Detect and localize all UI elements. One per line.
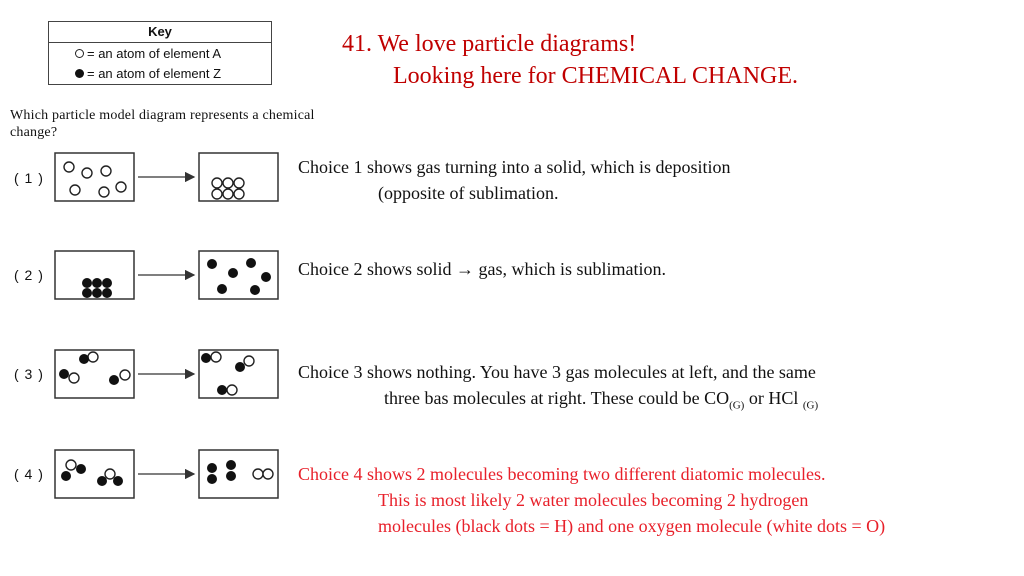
choice-4-explanation bbox=[298, 461, 885, 539]
black-atom-icon bbox=[246, 258, 256, 268]
title-line-1: 41. We love particle diagrams! bbox=[342, 31, 637, 57]
black-atom-icon bbox=[92, 278, 102, 288]
particle-diagrams bbox=[0, 0, 300, 576]
black-atom-icon bbox=[82, 288, 92, 298]
white-atom-icon bbox=[227, 385, 237, 395]
black-atom-icon bbox=[261, 272, 271, 282]
white-atom-icon bbox=[101, 166, 111, 176]
choice-1-label: ( 1 ) bbox=[14, 170, 44, 186]
choice-3-text-b: or HCl bbox=[744, 388, 803, 408]
choice-3-text-a: three bas molecules at right. These could be CO bbox=[384, 388, 730, 408]
white-atom-icon bbox=[244, 356, 254, 366]
choice-3-explanation bbox=[298, 359, 818, 419]
choice-4-explanation-line-3: molecules (black dots = H) and one oxygen molecule (white dots = O) bbox=[378, 516, 886, 536]
choice-3-label: ( 3 ) bbox=[14, 366, 44, 382]
white-atom-icon bbox=[223, 178, 233, 188]
black-atom-icon bbox=[226, 460, 236, 470]
choice-1-explanation bbox=[298, 154, 730, 206]
black-atom-icon bbox=[102, 288, 112, 298]
choice-3-explanation-line-1: Choice 3 shows nothing. You have 3 gas molecules at left, and the same bbox=[298, 362, 816, 382]
choice-4-label: ( 4 ) bbox=[14, 466, 44, 482]
black-atom-icon bbox=[82, 278, 92, 288]
question-text: Which particle model diagram represents a chemical change? bbox=[10, 108, 315, 140]
choice-4-explanation-line-1: Choice 4 shows 2 molecules becoming two different diatomic molecules. bbox=[298, 464, 826, 484]
choice-3-subscript-2: (G) bbox=[802, 399, 819, 412]
white-atom-icon bbox=[69, 373, 79, 383]
title-line-2: Looking here for CHEMICAL CHANGE. bbox=[393, 63, 799, 89]
black-atom-icon bbox=[207, 259, 217, 269]
black-atom-icon bbox=[217, 284, 227, 294]
black-atom-icon bbox=[61, 471, 71, 481]
black-atom-icon bbox=[59, 369, 69, 379]
white-atom-icon bbox=[120, 370, 130, 380]
key-row-a-label: = an atom of element A bbox=[87, 45, 222, 61]
black-atom-icon bbox=[109, 375, 119, 385]
choice-2-label: ( 2 ) bbox=[14, 267, 44, 283]
white-atom-icon bbox=[234, 178, 244, 188]
white-atom-icon bbox=[116, 182, 126, 192]
white-atom-icon bbox=[212, 178, 222, 188]
black-atom-icon bbox=[97, 476, 107, 486]
black-atom-icon bbox=[250, 285, 260, 295]
slide-title bbox=[342, 28, 798, 92]
black-atom-icon bbox=[226, 471, 236, 481]
choice-1-before-box bbox=[55, 153, 134, 201]
black-atom-icon bbox=[207, 463, 217, 473]
black-atom-icon bbox=[228, 268, 238, 278]
white-atom-icon bbox=[105, 469, 115, 479]
choice-2-explanation bbox=[298, 256, 666, 282]
black-atom-icon bbox=[217, 385, 227, 395]
black-atom-icon bbox=[79, 354, 89, 364]
choice-3-explanation-line-2 bbox=[298, 385, 818, 419]
black-atom-icon bbox=[92, 288, 102, 298]
white-atom-icon bbox=[70, 185, 80, 195]
white-atom-icon bbox=[88, 352, 98, 362]
white-atom-icon bbox=[253, 469, 263, 479]
black-atom-icon bbox=[76, 464, 86, 474]
white-atom-icon bbox=[211, 352, 221, 362]
white-atom-icon bbox=[212, 189, 222, 199]
key-row-z-label: = an atom of element Z bbox=[87, 65, 222, 81]
white-atom-icon bbox=[99, 187, 109, 197]
white-atom-icon bbox=[82, 168, 92, 178]
white-atom-icon bbox=[234, 189, 244, 199]
key-title: Key bbox=[49, 22, 271, 43]
white-atom-icon bbox=[263, 469, 273, 479]
black-atom-icon bbox=[207, 474, 217, 484]
black-atom-icon bbox=[102, 278, 112, 288]
black-atom-icon bbox=[235, 362, 245, 372]
black-atom-icon bbox=[201, 353, 211, 363]
white-atom-icon bbox=[64, 162, 74, 172]
choice-1-explanation-line-1: Choice 1 shows gas turning into a solid, which is deposition bbox=[298, 157, 731, 177]
choice-3-subscript-1: (G) bbox=[729, 399, 745, 412]
choice-4-explanation-line-2: This is most likely 2 water molecules becoming 2 hydrogen bbox=[378, 490, 809, 510]
white-atom-icon bbox=[66, 460, 76, 470]
black-atom-icon bbox=[113, 476, 123, 486]
choice-1-explanation-line-2: (opposite of sublimation. bbox=[378, 183, 559, 203]
white-atom-icon bbox=[223, 189, 233, 199]
choice-2-explanation-line-1: Choice 2 shows solid → gas, which is sublimation. bbox=[298, 259, 666, 279]
